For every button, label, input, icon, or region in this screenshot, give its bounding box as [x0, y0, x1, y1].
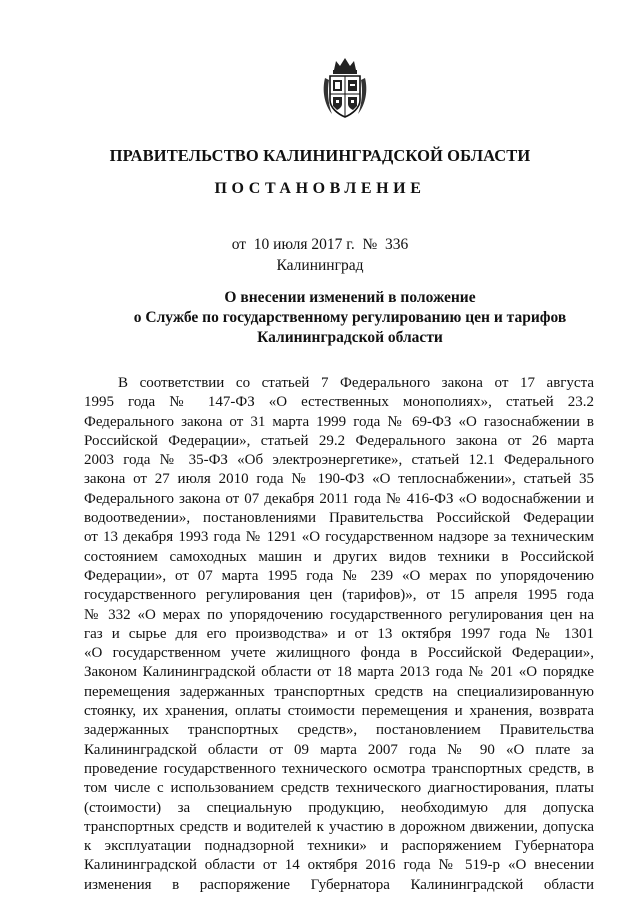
body-line: проведение государственного технического осмотра транспортных средств, в: [84, 760, 594, 777]
body-line: «О государственном учете жилищного фонда в Российской Федерации»,: [84, 645, 594, 662]
body-line: перемещения задержанных транспортных средств на специализированную: [84, 683, 594, 700]
body-line: Российской Федерации», статьей 29.2 Федерального закона от 26 марта: [84, 432, 594, 449]
body-line: закона от 27 июля 2010 года № 190-ФЗ «О теплоснабжении», статьей 35: [84, 471, 594, 488]
date-prefix: от: [231, 236, 247, 253]
document-type: ПОСТАНОВЛЕНИЕ: [214, 180, 426, 197]
document-date: 10 июля 2017 г.: [253, 236, 355, 253]
body-line: Законом Калининградской области от 18 марта 2013 года № 201 «О порядке: [84, 664, 594, 681]
body-line: состоянием самоходных машин и других видов техники в Российской: [84, 548, 594, 565]
body-line: стоянку, их хранения, оплаты стоимости перемещения и хранения, возврата: [84, 703, 594, 720]
body-line: Калининградской области от 09 марта 2007 года № 90 «О плате за: [84, 741, 594, 758]
body-line: том числе с использованием средств технического диагностирования, платы: [84, 780, 594, 797]
document-number: 336: [385, 236, 409, 253]
body-line: 2003 года № 35-ФЗ «Об электроэнергетике», статьей 12.1 Федерального: [84, 452, 594, 469]
body-line: Калининградской области от 14 октября 2016 года № 519-р «О внесении: [84, 857, 594, 874]
body-line: государственного регулирования цен (тарифов)», от 15 апреля 1995 года: [84, 587, 594, 604]
subject-line: О внесении изменений в положение: [224, 289, 476, 306]
document-subject: [60, 288, 640, 348]
date-number-line: [0, 236, 640, 254]
body-line: 1995 года № 147-ФЗ «О естественных монополиях», статьей 23.2: [84, 394, 594, 411]
body-line: водоотведении», постановлениями Правительства Российской Федерации: [84, 510, 594, 527]
body-line: от 13 декабря 1993 года № 1291 «О государственном надзоре за техническим: [84, 529, 594, 546]
body-line: к эксплуатации поднадзорной техники» и распоряжением Губернатора: [84, 838, 594, 855]
body-line: (стоимости) за специальную продукцию, необходимую для допуска: [84, 799, 594, 816]
body-line: транспортных средств и водителей к участию в дорожном движении, допуска: [84, 818, 594, 835]
government-title: ПРАВИТЕЛЬСТВО КАЛИНИНГРАДСКОЙ ОБЛАСТИ: [109, 146, 531, 165]
body-line: задержанных транспортных средств», постановлением Правительства: [84, 722, 594, 739]
city: Калининград: [276, 257, 364, 274]
body-line: газ и сырье для его производства» и от 13 октября 1997 года № 1301: [84, 625, 594, 642]
body-line: Федерации», от 07 марта 1995 года № 239 «О мерах по упорядочению: [84, 567, 594, 584]
number-prefix: №: [362, 236, 378, 253]
subject-line: о Службе по государственному регулированию цен и тарифов: [133, 309, 567, 326]
body-line: изменения в распоряжение Губернатора Калининградской области: [84, 876, 594, 893]
body-line: Федерального закона от 07 декабря 2011 года № 416-ФЗ «О водоснабжении и: [84, 490, 594, 507]
body-line: № 332 «О мерах по упорядочению государственного регулирования цен на: [84, 606, 594, 623]
body-line: В соответствии со статьей 7 Федерального закона от 17 августа: [118, 375, 594, 391]
body-line: Федерального закона от 31 марта 1999 года № 69-ФЗ «О газоснабжении в: [84, 413, 594, 430]
subject-line: Калининградской области: [257, 329, 443, 346]
coat-of-arms-icon: [322, 56, 368, 120]
body-paragraph: [84, 374, 594, 895]
